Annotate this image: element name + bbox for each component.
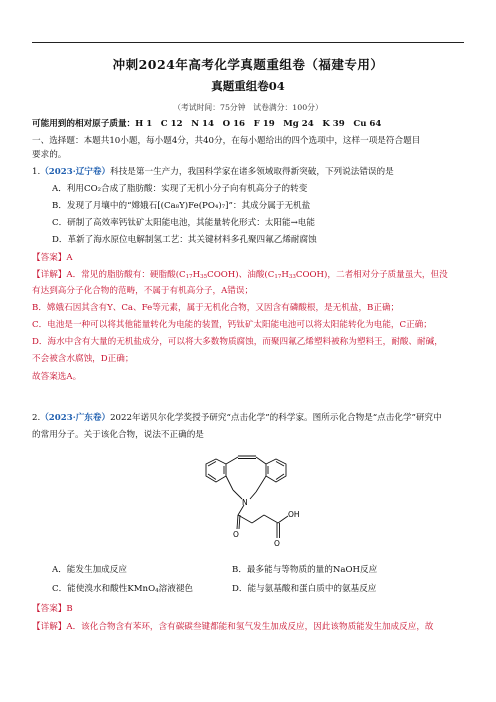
- q2-stem: 2022年诺贝尔化学奖授予研究“点击化学”的科学家。图所示化合物是“点击化学”研究中: [110, 413, 442, 423]
- q1-source-tag: （2023·辽宁卷）: [40, 167, 111, 177]
- right-benzene-ring: [266, 459, 286, 482]
- q2-number: 2.: [32, 413, 41, 423]
- section1-heading: 一、选择题：本题共10小题，每小题4分，共40分，在每小题给出的四个选项中，这样一项是符合题目: [32, 136, 421, 146]
- q2-stem-line-2: 的常用分子。关于该化合物，说法不正确的是: [32, 430, 204, 440]
- q1-option-b: B．发现了月壤中的“嫦娥石[(Ca₈Y)Fe(PO₄)₇]”：其成分属于无机盐: [52, 201, 311, 211]
- q1-answer: 【答案】A: [32, 253, 73, 263]
- q2-option-b: B．最多能与等物质的量的NaOH反应: [232, 565, 378, 575]
- q2-source-tag: （2023·广东卷）: [40, 413, 111, 423]
- atomic-masses: 可能用到的相对原子质量：H 1 C 12 N 14 O 16 F 19 Mg 24 K 39 Cu 64: [32, 119, 382, 129]
- section1-heading-cont: 要求的。: [32, 150, 67, 160]
- atom-n-label: N: [242, 498, 248, 507]
- alkyne-link-left: [226, 457, 238, 464]
- atom-oh-label: OH: [288, 510, 300, 519]
- exam-info: （考试时间：75分钟 试卷满分：100分）: [173, 103, 323, 112]
- q1-stem-line: [32, 165, 464, 179]
- q1-number: 1.: [32, 167, 41, 177]
- q1-explanation-4: C．电池是一种可以将其他能量转化为电能的装置，钙钛矿太阳能电池可以将太阳能转化为电能，C正确；: [32, 320, 432, 330]
- doc-title: 冲刺2024年高考化学真题重组卷（福建专用）: [112, 58, 384, 72]
- q2-stem-line-1: [32, 411, 464, 425]
- q2-option-a: A．能发生加成反应: [52, 565, 127, 575]
- q1-option-c: C．研制了高效率钙钛矿太阳能电池，其能量转化形式：太阳能→电能: [52, 218, 315, 228]
- atom-o2-label: O: [274, 539, 280, 548]
- q1-option-d: D．革新了海水原位电解制氢工艺：其关键材料多孔聚四氟乙烯耐腐蚀: [52, 235, 317, 245]
- left-benzene-ring: [206, 459, 226, 482]
- q1-option-a: A．利用CO₂合成了脂肪酸：实现了无机小分子向有机高分子的转变: [52, 184, 308, 194]
- header-rule: [32, 42, 464, 43]
- doc-subtitle: 真题重组卷04: [211, 79, 285, 93]
- q1-explanation-1: 【详解】A．常见的脂肪酸有：硬脂酸$(C_{17}H_{35}COOH)$、油酸$(C_{17}H_{33}COOH)$，二者相对分子质量虽大，但没: [32, 270, 448, 280]
- atom-o-label: O: [233, 530, 239, 539]
- molecule-structure: [188, 449, 312, 555]
- q1-explanation-7: 故答案选A。: [32, 372, 82, 382]
- q2-answer: 【答案】B: [32, 604, 73, 614]
- q1-explanation-6: 不会被含水腐蚀，D正确；: [32, 354, 134, 364]
- q2-explanation-1: 【详解】A．该化合物含有苯环，含有碳碳叁键都能和氢气发生加成反应，因此该物质能发生加成反应，故: [32, 622, 434, 632]
- q2-option-c: C．能使溴水和酸性KMnO$_4$溶液褪色: [52, 584, 194, 594]
- q2-option-d: D．能与氨基酸和蛋白质中的氨基反应: [232, 584, 377, 594]
- q1-stem: 科技是第一生产力，我国科学家在诸多领域取得新突破，下列说法错误的是: [110, 167, 394, 177]
- q1-explanation-2: 有达到高分子化合物的范畴，不属于有机高分子，A错误；: [32, 286, 254, 296]
- q1-explanation-3: B．嫦娥石因其含有Y、Ca、Fe等元素，属于无机化合物，又因含有磷酸根，是无机盐，B正确；: [32, 303, 400, 313]
- q1-explanation-5: D．海水中含有大量的无机盐成分，可以将大多数物质腐蚀，而聚四氟乙烯塑料被称为塑料王，耐酸、耐碱，: [32, 337, 443, 347]
